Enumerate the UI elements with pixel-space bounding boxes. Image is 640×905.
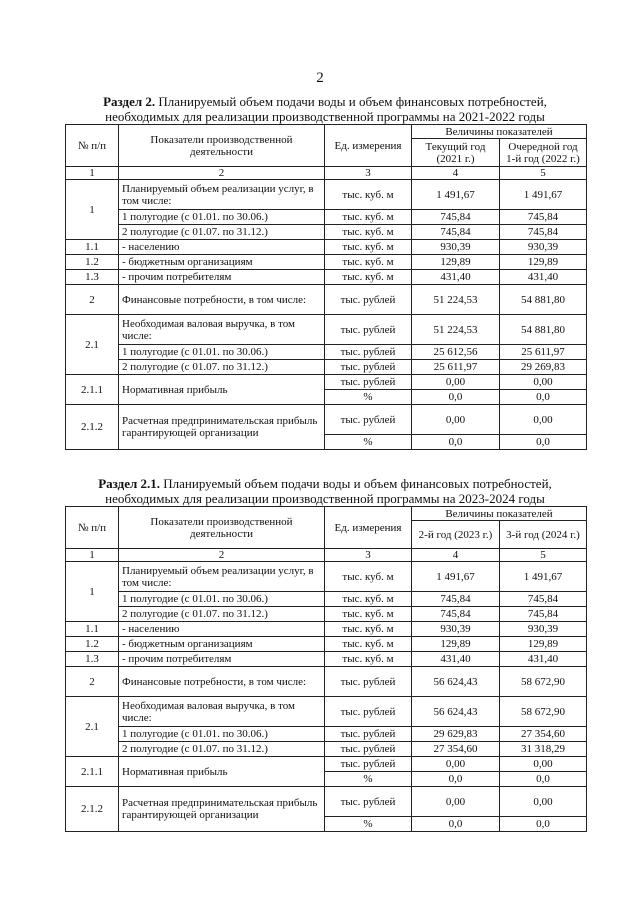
row-indicator: Нормативная прибыль xyxy=(119,375,325,405)
table-row xyxy=(66,787,587,817)
header-values-group: Величины показателей xyxy=(412,507,587,521)
table-row xyxy=(66,637,587,652)
row-value-col4: 745,84 xyxy=(412,592,500,607)
row-value-col4: 0,00 xyxy=(412,375,500,390)
row-indicator: 1 полугодие (с 01.01. по 30.06.) xyxy=(119,345,325,360)
row-num: 1.2 xyxy=(66,637,119,652)
row-value-col4: 745,84 xyxy=(412,225,500,240)
row-indicator: - прочим потребителям xyxy=(119,652,325,667)
row-unit: % xyxy=(325,390,412,405)
row-num: 2.1.2 xyxy=(66,787,119,832)
row-value-col5: 0,0 xyxy=(500,435,587,450)
table-row xyxy=(66,622,587,637)
row-num: 2 xyxy=(66,285,119,315)
row-num: 1.3 xyxy=(66,270,119,285)
table-2021-2022 xyxy=(65,124,587,450)
row-unit: тыс. рублей xyxy=(325,667,412,697)
row-value-col4: 1 491,67 xyxy=(412,562,500,592)
header-num: № п/п xyxy=(66,507,119,549)
row-indicator: 2 полугодие (с 01.07. по 31.12.) xyxy=(119,742,325,757)
header-num: № п/п xyxy=(66,125,119,167)
row-value-col4: 56 624,43 xyxy=(412,667,500,697)
row-value-col5: 0,00 xyxy=(500,405,587,435)
row-indicator: Необходимая валовая выручка, в том числе: xyxy=(119,315,325,345)
row-indicator: Финансовые потребности, в том числе: xyxy=(119,285,325,315)
row-value-col4: 745,84 xyxy=(412,210,500,225)
row-value-col5: 27 354,60 xyxy=(500,727,587,742)
table-row xyxy=(66,210,587,225)
row-indicator: - населению xyxy=(119,622,325,637)
row-value-col4: 25 612,56 xyxy=(412,345,500,360)
col-number: 1 xyxy=(66,549,119,562)
col-number: 4 xyxy=(412,167,500,180)
row-unit: тыс. куб. м xyxy=(325,180,412,210)
row-unit: % xyxy=(325,772,412,787)
row-indicator: - бюджетным организациям xyxy=(119,255,325,270)
row-unit: тыс. рублей xyxy=(325,375,412,390)
table-row xyxy=(66,345,587,360)
section-number: Раздел 2. xyxy=(103,94,156,109)
row-unit: тыс. куб. м xyxy=(325,225,412,240)
row-value-col4: 129,89 xyxy=(412,637,500,652)
row-value-col4: 25 611,97 xyxy=(412,360,500,375)
header-col4: 2-й год (2023 г.) xyxy=(412,521,500,549)
row-value-col5: 1 491,67 xyxy=(500,180,587,210)
col-number: 5 xyxy=(500,167,587,180)
table-row xyxy=(66,727,587,742)
col-number: 5 xyxy=(500,549,587,562)
col-number: 4 xyxy=(412,549,500,562)
row-value-col5: 1 491,67 xyxy=(500,562,587,592)
row-num: 2.1.1 xyxy=(66,375,119,405)
row-value-col4: 0,00 xyxy=(412,787,500,817)
row-indicator: Расчетная предпринимательская прибыль гарантирующей организации xyxy=(119,787,325,832)
row-value-col4: 51 224,53 xyxy=(412,315,500,345)
table-row xyxy=(66,757,587,772)
row-value-col5: 745,84 xyxy=(500,225,587,240)
row-unit: тыс. рублей xyxy=(325,757,412,772)
table-row xyxy=(66,592,587,607)
section-heading-2021-2022 xyxy=(60,94,590,124)
table-row xyxy=(66,285,587,315)
row-unit: тыс. рублей xyxy=(325,787,412,817)
row-value-col4: 0,0 xyxy=(412,435,500,450)
row-unit: тыс. куб. м xyxy=(325,210,412,225)
row-indicator: Планируемый объем реализации услуг, в том числе: xyxy=(119,562,325,592)
section-heading-2023-2024 xyxy=(60,476,590,506)
row-value-col5: 745,84 xyxy=(500,210,587,225)
table-row xyxy=(66,255,587,270)
row-unit: тыс. куб. м xyxy=(325,255,412,270)
row-unit: % xyxy=(325,435,412,450)
row-value-col5: 31 318,29 xyxy=(500,742,587,757)
table-row xyxy=(66,315,587,345)
row-value-col4: 56 624,43 xyxy=(412,697,500,727)
row-indicator: Финансовые потребности, в том числе: xyxy=(119,667,325,697)
row-num: 1 xyxy=(66,562,119,622)
row-value-col5: 54 881,80 xyxy=(500,315,587,345)
row-unit: тыс. куб. м xyxy=(325,592,412,607)
header-col5: Очередной год 1-й год (2022 г.) xyxy=(500,139,587,167)
row-value-col4: 29 629,83 xyxy=(412,727,500,742)
col-number: 2 xyxy=(119,549,325,562)
row-value-col4: 27 354,60 xyxy=(412,742,500,757)
row-value-col5: 0,00 xyxy=(500,757,587,772)
row-num: 2.1 xyxy=(66,697,119,757)
row-num: 1.1 xyxy=(66,622,119,637)
row-unit: тыс. куб. м xyxy=(325,637,412,652)
row-indicator: - прочим потребителям xyxy=(119,270,325,285)
row-value-col5: 129,89 xyxy=(500,255,587,270)
row-value-col5: 29 269,83 xyxy=(500,360,587,375)
col-number: 3 xyxy=(325,167,412,180)
table-row xyxy=(66,562,587,592)
table-row xyxy=(66,240,587,255)
table-row xyxy=(66,360,587,375)
row-value-col5: 129,89 xyxy=(500,637,587,652)
row-unit: тыс. куб. м xyxy=(325,652,412,667)
row-indicator: 1 полугодие (с 01.01. по 30.06.) xyxy=(119,592,325,607)
row-indicator: 2 полугодие (с 01.07. по 31.12.) xyxy=(119,360,325,375)
row-value-col5: 54 881,80 xyxy=(500,285,587,315)
row-value-col5: 0,0 xyxy=(500,390,587,405)
row-value-col5: 58 672,90 xyxy=(500,697,587,727)
row-unit: тыс. куб. м xyxy=(325,270,412,285)
section-title-line2: необходимых для реализации производственной программы на 2021-2022 годы xyxy=(105,109,545,124)
col-number: 2 xyxy=(119,167,325,180)
row-num: 2 xyxy=(66,667,119,697)
table-2023-2024 xyxy=(65,506,587,832)
row-num: 2.1 xyxy=(66,315,119,375)
row-unit: тыс. рублей xyxy=(325,345,412,360)
row-value-col5: 0,0 xyxy=(500,772,587,787)
row-indicator: - населению xyxy=(119,240,325,255)
header-indicator: Показатели производственной деятельности xyxy=(119,125,325,167)
row-value-col4: 745,84 xyxy=(412,607,500,622)
row-value-col4: 0,0 xyxy=(412,772,500,787)
col-number: 3 xyxy=(325,549,412,562)
header-unit: Ед. измерения xyxy=(325,125,412,167)
row-indicator: 2 полугодие (с 01.07. по 31.12.) xyxy=(119,225,325,240)
row-unit: тыс. куб. м xyxy=(325,622,412,637)
row-unit: тыс. рублей xyxy=(325,285,412,315)
table-row xyxy=(66,270,587,285)
header-values-group: Величины показателей xyxy=(412,125,587,139)
row-num: 1.3 xyxy=(66,652,119,667)
row-indicator: Планируемый объем реализации услуг, в том числе: xyxy=(119,180,325,210)
row-value-col4: 0,0 xyxy=(412,817,500,832)
row-value-col4: 1 491,67 xyxy=(412,180,500,210)
row-value-col4: 930,39 xyxy=(412,240,500,255)
row-indicator: 2 полугодие (с 01.07. по 31.12.) xyxy=(119,607,325,622)
row-value-col5: 745,84 xyxy=(500,607,587,622)
row-num: 1.2 xyxy=(66,255,119,270)
row-value-col5: 431,40 xyxy=(500,270,587,285)
row-indicator: Расчетная предпринимательская прибыль гарантирующей организации xyxy=(119,405,325,450)
page-number: 2 xyxy=(316,70,324,86)
header-col4: Текущий год (2021 г.) xyxy=(412,139,500,167)
row-value-col5: 0,0 xyxy=(500,817,587,832)
row-unit: % xyxy=(325,817,412,832)
row-unit: тыс. рублей xyxy=(325,360,412,375)
section-title: Планируемый объем подачи воды и объем финансовых потребностей, xyxy=(163,476,552,491)
row-indicator: 1 полугодие (с 01.01. по 30.06.) xyxy=(119,727,325,742)
row-indicator: - бюджетным организациям xyxy=(119,637,325,652)
row-num: 1 xyxy=(66,180,119,240)
table-row xyxy=(66,405,587,435)
section-title-line2: необходимых для реализации производственной программы на 2023-2024 годы xyxy=(105,491,545,506)
header-indicator: Показатели производственной деятельности xyxy=(119,507,325,549)
row-indicator: Нормативная прибыль xyxy=(119,757,325,787)
row-value-col5: 0,00 xyxy=(500,787,587,817)
row-unit: тыс. куб. м xyxy=(325,562,412,592)
row-value-col4: 431,40 xyxy=(412,652,500,667)
row-value-col4: 0,0 xyxy=(412,390,500,405)
table-row xyxy=(66,180,587,210)
row-value-col5: 745,84 xyxy=(500,592,587,607)
section-title: Планируемый объем подачи воды и объем финансовых потребностей, xyxy=(158,94,547,109)
row-unit: тыс. рублей xyxy=(325,405,412,435)
row-value-col5: 0,00 xyxy=(500,375,587,390)
row-value-col5: 25 611,97 xyxy=(500,345,587,360)
row-unit: тыс. куб. м xyxy=(325,240,412,255)
row-unit: тыс. рублей xyxy=(325,697,412,727)
row-num: 1.1 xyxy=(66,240,119,255)
row-num: 2.1.1 xyxy=(66,757,119,787)
row-unit: тыс. рублей xyxy=(325,727,412,742)
row-value-col4: 129,89 xyxy=(412,255,500,270)
row-value-col4: 0,00 xyxy=(412,757,500,772)
row-unit: тыс. куб. м xyxy=(325,607,412,622)
section-number: Раздел 2.1. xyxy=(98,476,161,491)
row-indicator: Необходимая валовая выручка, в том числе: xyxy=(119,697,325,727)
row-value-col5: 930,39 xyxy=(500,240,587,255)
header-col5: 3-й год (2024 г.) xyxy=(500,521,587,549)
table-row xyxy=(66,607,587,622)
table-row xyxy=(66,697,587,727)
row-value-col4: 431,40 xyxy=(412,270,500,285)
row-indicator: 1 полугодие (с 01.01. по 30.06.) xyxy=(119,210,325,225)
table-row xyxy=(66,667,587,697)
row-value-col5: 930,39 xyxy=(500,622,587,637)
col-number: 1 xyxy=(66,167,119,180)
row-value-col4: 51 224,53 xyxy=(412,285,500,315)
row-value-col4: 930,39 xyxy=(412,622,500,637)
header-unit: Ед. измерения xyxy=(325,507,412,549)
table-row xyxy=(66,375,587,390)
row-value-col5: 431,40 xyxy=(500,652,587,667)
row-num: 2.1.2 xyxy=(66,405,119,450)
table-row xyxy=(66,742,587,757)
row-value-col4: 0,00 xyxy=(412,405,500,435)
row-unit: тыс. рублей xyxy=(325,315,412,345)
row-unit: тыс. рублей xyxy=(325,742,412,757)
table-row xyxy=(66,225,587,240)
table-row xyxy=(66,652,587,667)
row-value-col5: 58 672,90 xyxy=(500,667,587,697)
